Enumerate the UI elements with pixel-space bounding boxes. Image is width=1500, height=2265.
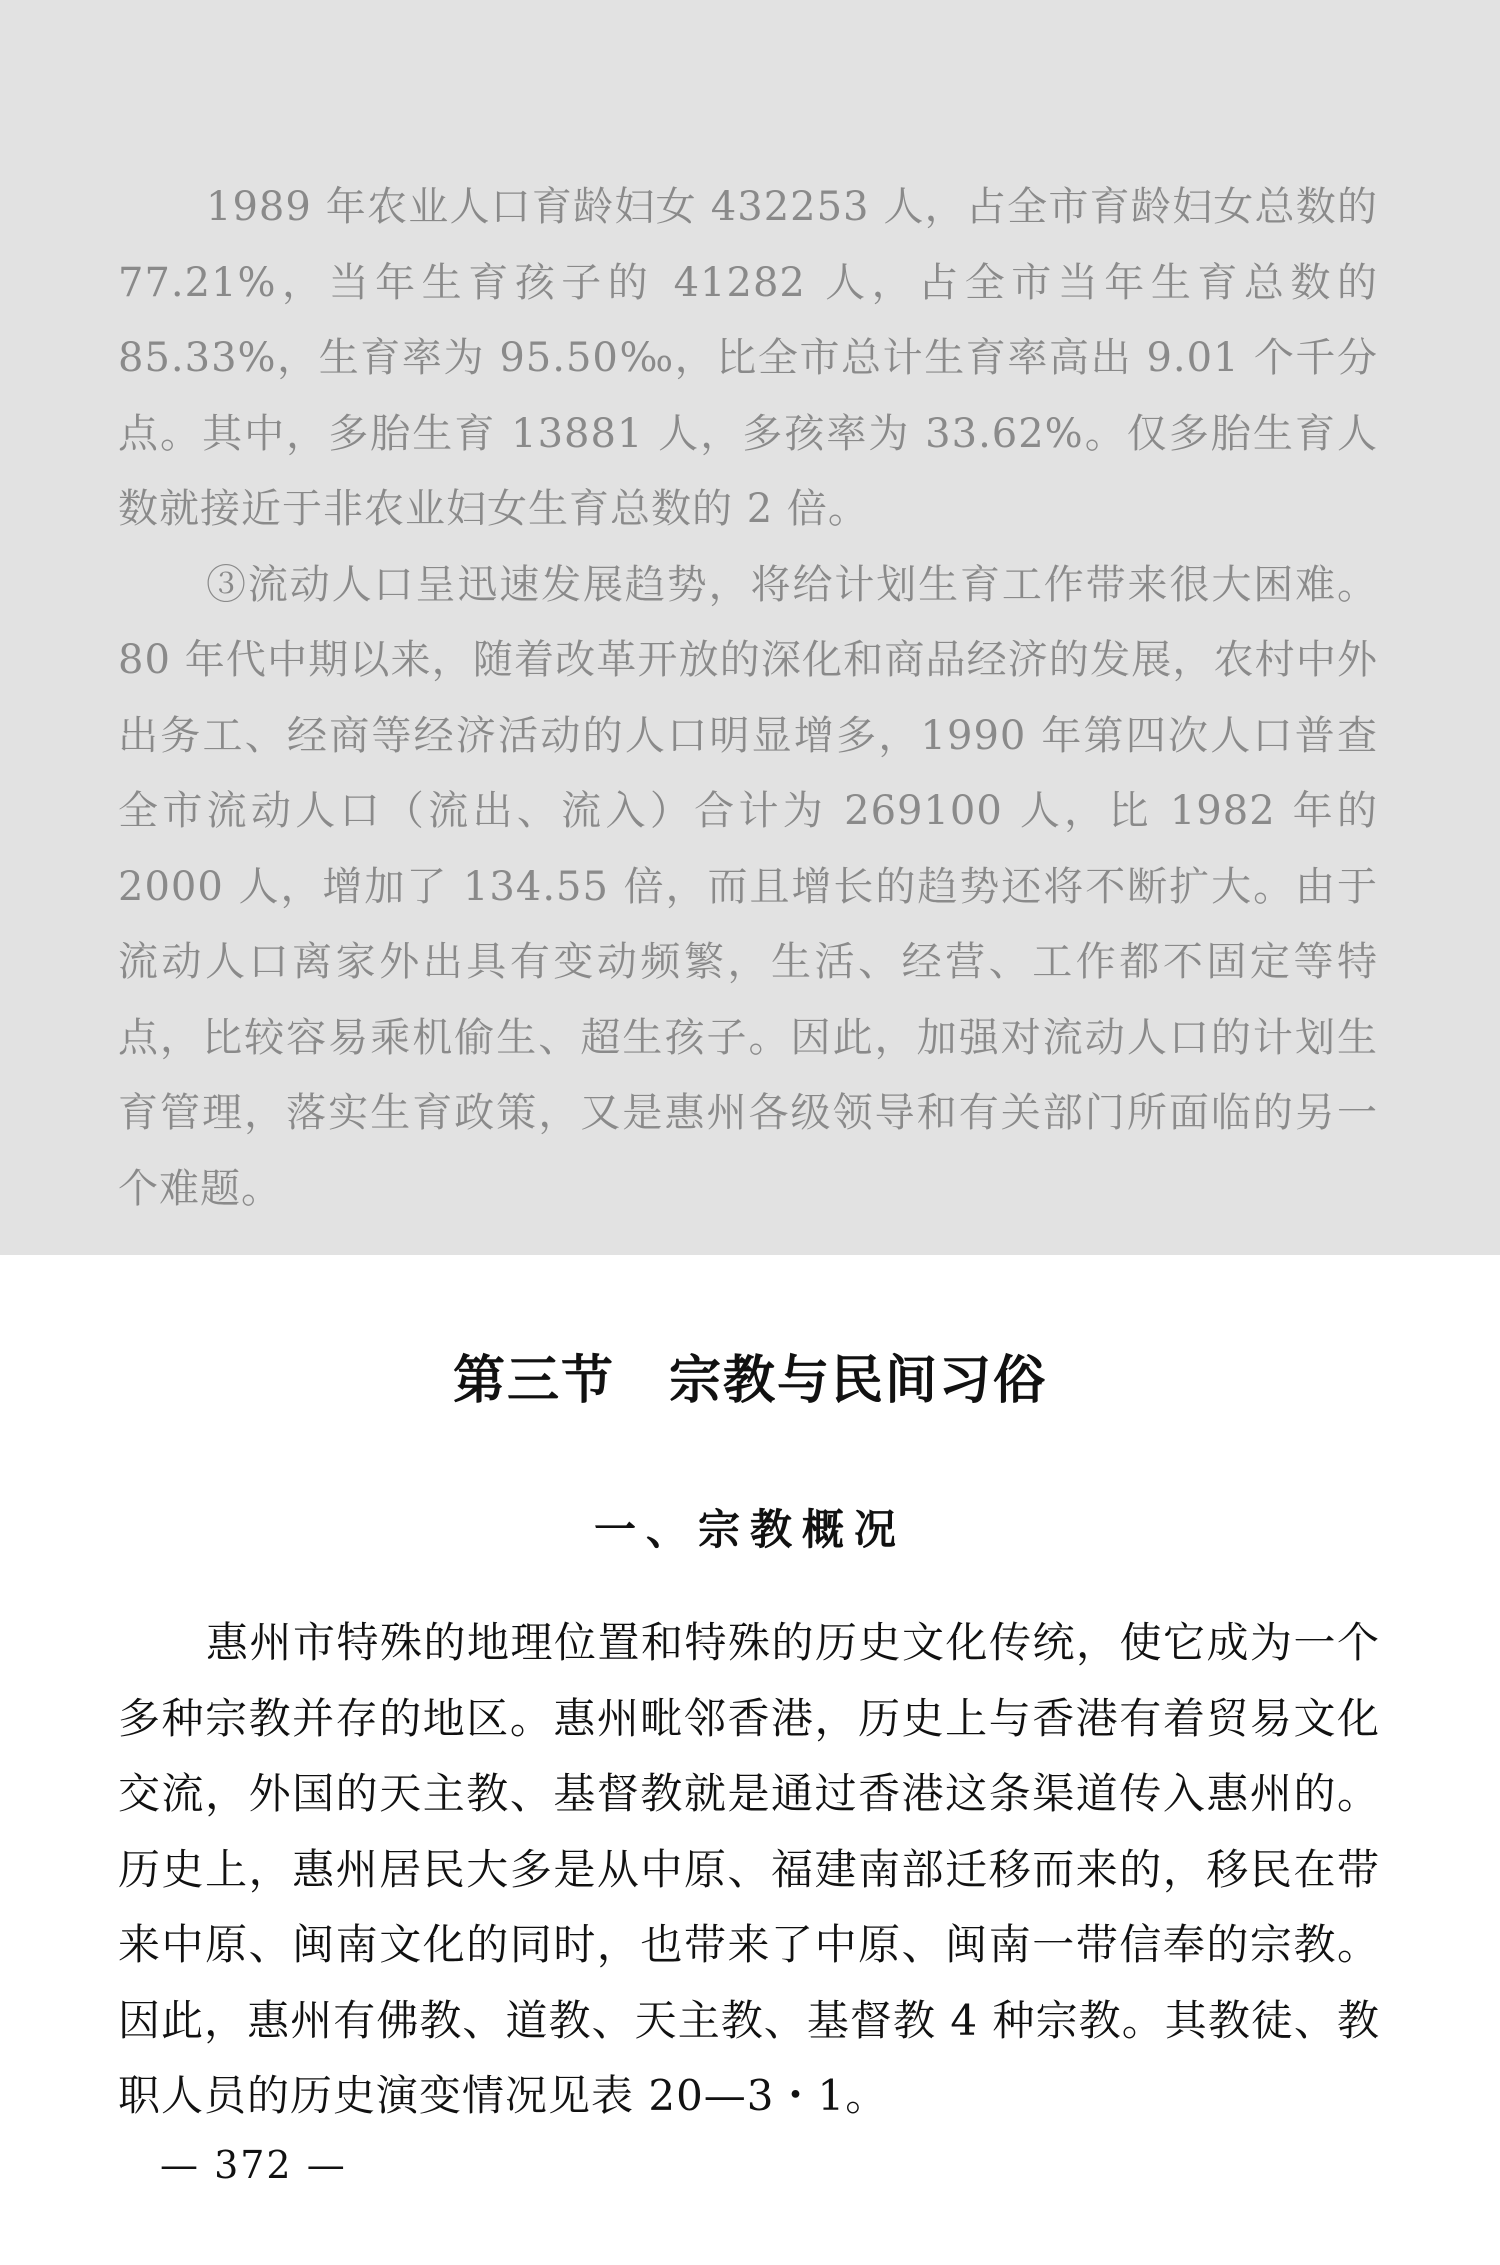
page-number: — 372 — <box>160 2143 347 2187</box>
body-paragraph: 惠州市特殊的地理位置和特殊的历史文化传统，使它成为一个多种宗教并存的地区。惠州毗邻香港，历史上与香港有着贸易文化交流，外国的天主教、基督教就是通过香港这条渠道传入惠州的。历史上，惠州居民大多是从中原、福建南部迁移而来的，移民在带来中原、闽南文化的同时，也带来了中原、闽南一带信奉的宗教。因此，惠州有佛教、道教、天主教、基督教 4 种宗教。其教徒、教职人员的历史演变情况见表 20—3・1。 <box>118 1618 1380 2120</box>
section-heading: 第三节 宗教与民间习俗 <box>452 1350 1047 1411</box>
faded-paragraph-1: 1989 年农业人口育龄妇女 432253 人，占全市育龄妇女总数的 77.21%，当年生育孩子的 41282 人，占全市当年生育总数的 85.33%，生育率为 95.50‰，比全市总计生育率高出 9.01 个千分点。其中，多胎生育 13881 人，多孩率为 33.62%。仅多胎生育人数就接近于非农业妇女生育总数的 2 倍。 <box>118 184 1378 532</box>
faded-paragraph-2: ③流动人口呈迅速发展趋势，将给计划生育工作带来很大困难。80 年代中期以来，随着改革开放的深化和商品经济的发展，农村中外出务工、经商等经济活动的人口明显增多，1990 年第四次人口普查全市流动人口（流出、流入）合计为 269100 人，比 1982 年的 2000 人，增加了 134.55 倍，而且增长的趋势还将不断扩大。由于流动人口离家外出具有变动频繁，生活、经营、工作都不固定等特点，比较容易乘机偷生、超生孩子。因此，加强对流动人口的计划生育管理，落实生育政策，又是惠州各级领导和有关部门所面临的另一个难题。 <box>118 561 1378 1212</box>
body-text-block <box>118 1605 1380 2134</box>
faded-text-block <box>118 170 1378 1227</box>
sub-heading: 一、宗教概况 <box>593 1505 906 1554</box>
